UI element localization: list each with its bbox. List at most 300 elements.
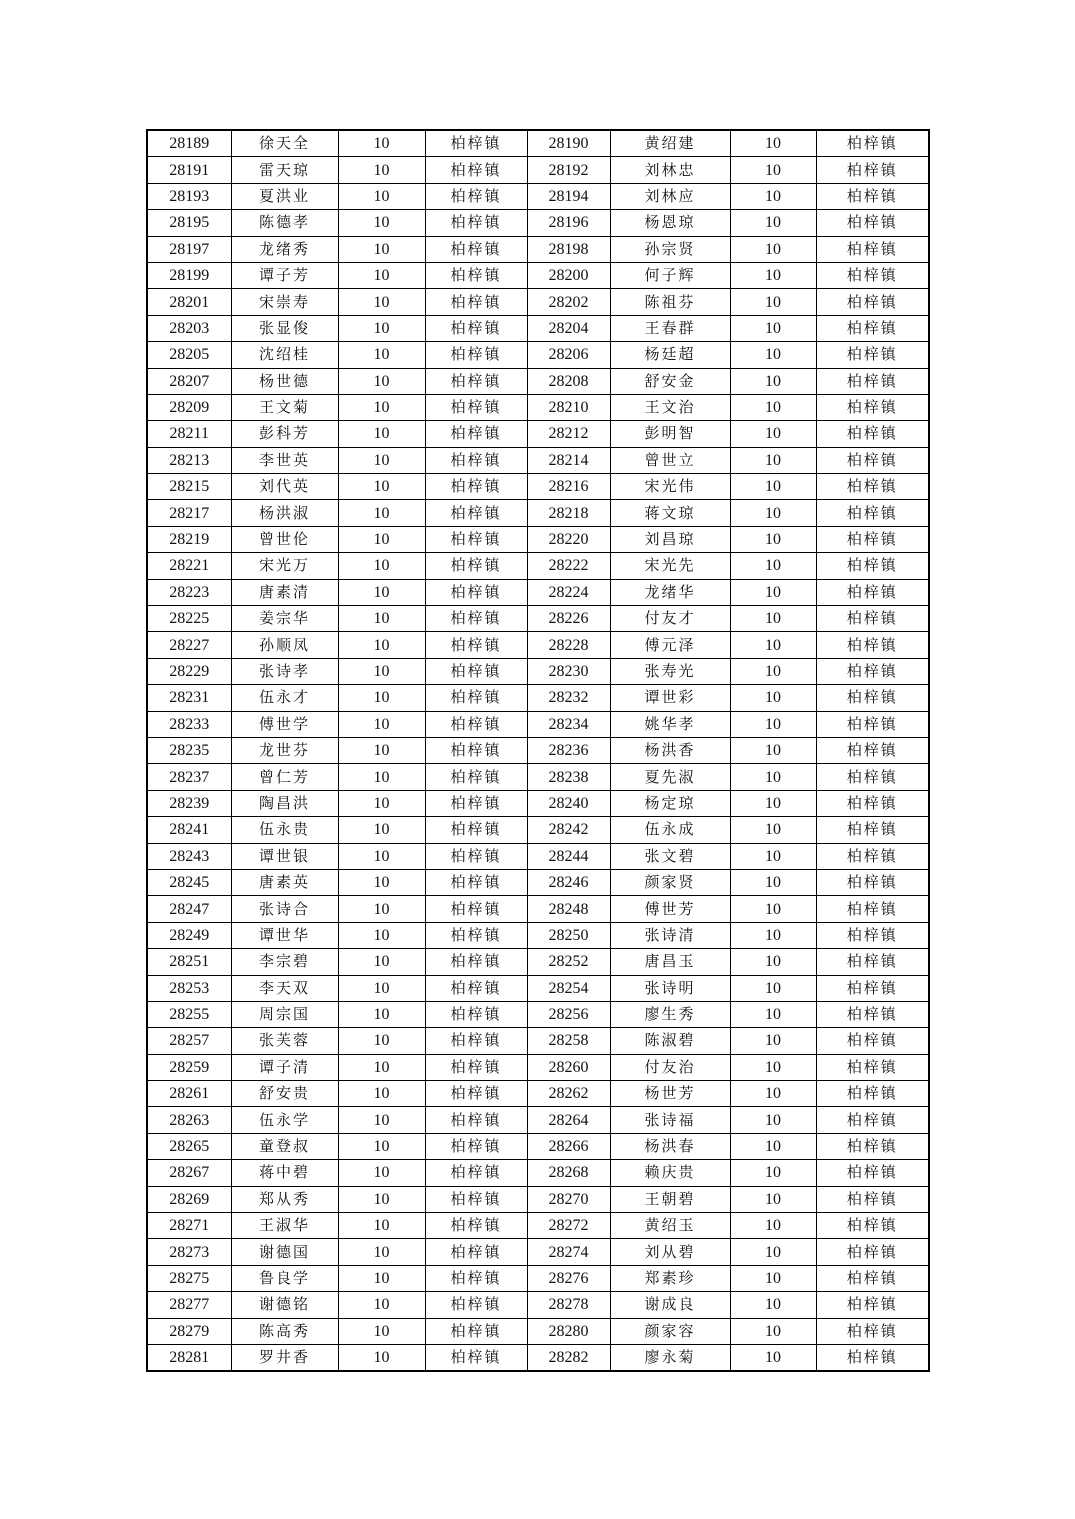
amount-cell: 10 xyxy=(338,1239,425,1265)
record-id-cell: 28261 xyxy=(147,1081,231,1107)
town-cell: 柏梓镇 xyxy=(816,1186,929,1212)
record-id-cell: 28238 xyxy=(527,764,610,790)
record-id-cell: 28266 xyxy=(527,1133,610,1159)
amount-cell: 10 xyxy=(338,949,425,975)
table-row xyxy=(147,183,929,209)
person-name-cell: 杨洪春 xyxy=(610,1133,730,1159)
town-cell: 柏梓镇 xyxy=(816,342,929,368)
amount-cell: 10 xyxy=(338,658,425,684)
record-id-cell: 28272 xyxy=(527,1213,610,1239)
person-name-cell: 宋光先 xyxy=(610,553,730,579)
amount-cell: 10 xyxy=(730,421,816,447)
record-id-cell: 28236 xyxy=(527,737,610,763)
record-id-cell: 28248 xyxy=(527,896,610,922)
record-id-cell: 28247 xyxy=(147,896,231,922)
amount-cell: 10 xyxy=(338,737,425,763)
record-id-cell: 28191 xyxy=(147,157,231,183)
person-name-cell: 陈祖芬 xyxy=(610,289,730,315)
person-name-cell: 赖庆贵 xyxy=(610,1160,730,1186)
record-id-cell: 28240 xyxy=(527,790,610,816)
person-name-cell: 彭科芳 xyxy=(231,421,338,447)
amount-cell: 10 xyxy=(730,1344,816,1371)
amount-cell: 10 xyxy=(730,737,816,763)
amount-cell: 10 xyxy=(730,342,816,368)
record-id-cell: 28194 xyxy=(527,183,610,209)
amount-cell: 10 xyxy=(338,130,425,157)
town-cell: 柏梓镇 xyxy=(816,658,929,684)
record-id-cell: 28207 xyxy=(147,368,231,394)
table-row xyxy=(147,922,929,948)
person-name-cell: 廖永菊 xyxy=(610,1344,730,1371)
record-id-cell: 28225 xyxy=(147,606,231,632)
town-cell: 柏梓镇 xyxy=(425,210,527,236)
town-cell: 柏梓镇 xyxy=(816,1265,929,1291)
amount-cell: 10 xyxy=(338,1318,425,1344)
record-id-cell: 28198 xyxy=(527,236,610,262)
town-cell: 柏梓镇 xyxy=(816,790,929,816)
table-row xyxy=(147,526,929,552)
person-name-cell: 刘林应 xyxy=(610,183,730,209)
record-id-cell: 28249 xyxy=(147,922,231,948)
record-id-cell: 28254 xyxy=(527,975,610,1001)
person-name-cell: 谭子清 xyxy=(231,1054,338,1080)
town-cell: 柏梓镇 xyxy=(816,817,929,843)
amount-cell: 10 xyxy=(338,210,425,236)
person-name-cell: 张寿光 xyxy=(610,658,730,684)
amount-cell: 10 xyxy=(730,817,816,843)
record-id-cell: 28244 xyxy=(527,843,610,869)
town-cell: 柏梓镇 xyxy=(425,975,527,1001)
town-cell: 柏梓镇 xyxy=(816,553,929,579)
town-cell: 柏梓镇 xyxy=(816,1318,929,1344)
town-cell: 柏梓镇 xyxy=(816,896,929,922)
person-name-cell: 颜家贤 xyxy=(610,869,730,895)
person-name-cell: 童登叔 xyxy=(231,1133,338,1159)
amount-cell: 10 xyxy=(338,342,425,368)
amount-cell: 10 xyxy=(338,1160,425,1186)
town-cell: 柏梓镇 xyxy=(816,157,929,183)
table-row xyxy=(147,579,929,605)
person-name-cell: 杨恩琼 xyxy=(610,210,730,236)
person-name-cell: 王春群 xyxy=(610,315,730,341)
amount-cell: 10 xyxy=(338,1186,425,1212)
person-name-cell: 龙世芬 xyxy=(231,737,338,763)
person-name-cell: 杨廷超 xyxy=(610,342,730,368)
amount-cell: 10 xyxy=(338,474,425,500)
town-cell: 柏梓镇 xyxy=(816,210,929,236)
amount-cell: 10 xyxy=(730,658,816,684)
person-name-cell: 伍永学 xyxy=(231,1107,338,1133)
record-id-cell: 28245 xyxy=(147,869,231,895)
amount-cell: 10 xyxy=(730,1318,816,1344)
record-id-cell: 28228 xyxy=(527,632,610,658)
table-row xyxy=(147,474,929,500)
record-id-cell: 28269 xyxy=(147,1186,231,1212)
person-name-cell: 谭世华 xyxy=(231,922,338,948)
amount-cell: 10 xyxy=(338,922,425,948)
table-row xyxy=(147,1292,929,1318)
town-cell: 柏梓镇 xyxy=(425,632,527,658)
table-row xyxy=(147,869,929,895)
table-row xyxy=(147,1081,929,1107)
person-name-cell: 姚华孝 xyxy=(610,711,730,737)
person-name-cell: 曾世立 xyxy=(610,447,730,473)
town-cell: 柏梓镇 xyxy=(425,869,527,895)
person-name-cell: 黄绍建 xyxy=(610,130,730,157)
amount-cell: 10 xyxy=(730,869,816,895)
person-name-cell: 唐素清 xyxy=(231,579,338,605)
record-id-cell: 28250 xyxy=(527,922,610,948)
town-cell: 柏梓镇 xyxy=(816,262,929,288)
town-cell: 柏梓镇 xyxy=(816,1160,929,1186)
town-cell: 柏梓镇 xyxy=(425,606,527,632)
record-id-cell: 28209 xyxy=(147,394,231,420)
amount-cell: 10 xyxy=(338,1265,425,1291)
amount-cell: 10 xyxy=(338,764,425,790)
person-name-cell: 曾世伦 xyxy=(231,526,338,552)
person-name-cell: 刘昌琼 xyxy=(610,526,730,552)
table-row xyxy=(147,685,929,711)
record-id-cell: 28252 xyxy=(527,949,610,975)
town-cell: 柏梓镇 xyxy=(816,764,929,790)
amount-cell: 10 xyxy=(730,975,816,1001)
town-cell: 柏梓镇 xyxy=(816,1107,929,1133)
person-name-cell: 张诗孝 xyxy=(231,658,338,684)
person-name-cell: 张诗清 xyxy=(610,922,730,948)
person-name-cell: 杨世德 xyxy=(231,368,338,394)
amount-cell: 10 xyxy=(730,1081,816,1107)
amount-cell: 10 xyxy=(338,790,425,816)
record-id-cell: 28277 xyxy=(147,1292,231,1318)
record-id-cell: 28259 xyxy=(147,1054,231,1080)
table-row xyxy=(147,1028,929,1054)
person-name-cell: 张诗合 xyxy=(231,896,338,922)
person-name-cell: 伍永贵 xyxy=(231,817,338,843)
record-id-cell: 28215 xyxy=(147,474,231,500)
town-cell: 柏梓镇 xyxy=(816,843,929,869)
table-row xyxy=(147,790,929,816)
record-id-cell: 28218 xyxy=(527,500,610,526)
town-cell: 柏梓镇 xyxy=(816,183,929,209)
town-cell: 柏梓镇 xyxy=(425,1318,527,1344)
person-name-cell: 舒安贵 xyxy=(231,1081,338,1107)
town-cell: 柏梓镇 xyxy=(425,183,527,209)
amount-cell: 10 xyxy=(338,817,425,843)
record-id-cell: 28193 xyxy=(147,183,231,209)
town-cell: 柏梓镇 xyxy=(816,315,929,341)
person-name-cell: 李世英 xyxy=(231,447,338,473)
amount-cell: 10 xyxy=(730,474,816,500)
record-id-cell: 28280 xyxy=(527,1318,610,1344)
person-name-cell: 伍永才 xyxy=(231,685,338,711)
record-id-cell: 28257 xyxy=(147,1028,231,1054)
table-row xyxy=(147,896,929,922)
town-cell: 柏梓镇 xyxy=(425,500,527,526)
amount-cell: 10 xyxy=(338,1054,425,1080)
record-id-cell: 28241 xyxy=(147,817,231,843)
amount-cell: 10 xyxy=(338,262,425,288)
record-id-cell: 28235 xyxy=(147,737,231,763)
record-id-cell: 28279 xyxy=(147,1318,231,1344)
person-name-cell: 刘从碧 xyxy=(610,1239,730,1265)
person-name-cell: 王朝碧 xyxy=(610,1186,730,1212)
record-id-cell: 28232 xyxy=(527,685,610,711)
person-name-cell: 张芙蓉 xyxy=(231,1028,338,1054)
amount-cell: 10 xyxy=(730,262,816,288)
record-id-cell: 28216 xyxy=(527,474,610,500)
amount-cell: 10 xyxy=(730,949,816,975)
record-id-cell: 28274 xyxy=(527,1239,610,1265)
town-cell: 柏梓镇 xyxy=(425,368,527,394)
person-name-cell: 王文治 xyxy=(610,394,730,420)
person-name-cell: 傅元泽 xyxy=(610,632,730,658)
table-row xyxy=(147,236,929,262)
record-id-cell: 28233 xyxy=(147,711,231,737)
town-cell: 柏梓镇 xyxy=(816,685,929,711)
person-name-cell: 伍永成 xyxy=(610,817,730,843)
town-cell: 柏梓镇 xyxy=(816,1239,929,1265)
record-id-cell: 28271 xyxy=(147,1213,231,1239)
town-cell: 柏梓镇 xyxy=(425,1186,527,1212)
amount-cell: 10 xyxy=(730,685,816,711)
record-id-cell: 28258 xyxy=(527,1028,610,1054)
amount-cell: 10 xyxy=(730,1133,816,1159)
town-cell: 柏梓镇 xyxy=(816,579,929,605)
record-id-cell: 28267 xyxy=(147,1160,231,1186)
table-row xyxy=(147,817,929,843)
table-row xyxy=(147,1054,929,1080)
town-cell: 柏梓镇 xyxy=(816,368,929,394)
town-cell: 柏梓镇 xyxy=(425,685,527,711)
table-row xyxy=(147,368,929,394)
amount-cell: 10 xyxy=(730,579,816,605)
table-row xyxy=(147,949,929,975)
amount-cell: 10 xyxy=(338,1213,425,1239)
amount-cell: 10 xyxy=(730,1028,816,1054)
person-name-cell: 唐素英 xyxy=(231,869,338,895)
record-id-cell: 28255 xyxy=(147,1001,231,1027)
table-row xyxy=(147,447,929,473)
record-id-cell: 28200 xyxy=(527,262,610,288)
record-id-cell: 28226 xyxy=(527,606,610,632)
town-cell: 柏梓镇 xyxy=(425,1001,527,1027)
record-id-cell: 28201 xyxy=(147,289,231,315)
amount-cell: 10 xyxy=(730,1107,816,1133)
table-row xyxy=(147,210,929,236)
record-id-cell: 28281 xyxy=(147,1344,231,1371)
amount-cell: 10 xyxy=(338,394,425,420)
person-name-cell: 夏洪业 xyxy=(231,183,338,209)
amount-cell: 10 xyxy=(338,896,425,922)
town-cell: 柏梓镇 xyxy=(425,421,527,447)
table-row xyxy=(147,632,929,658)
table-row xyxy=(147,1133,929,1159)
table-row xyxy=(147,606,929,632)
town-cell: 柏梓镇 xyxy=(425,764,527,790)
amount-cell: 10 xyxy=(730,183,816,209)
person-name-cell: 鲁良学 xyxy=(231,1265,338,1291)
person-name-cell: 谢成良 xyxy=(610,1292,730,1318)
person-name-cell: 孙宗贤 xyxy=(610,236,730,262)
record-id-cell: 28206 xyxy=(527,342,610,368)
town-cell: 柏梓镇 xyxy=(425,1213,527,1239)
town-cell: 柏梓镇 xyxy=(425,526,527,552)
amount-cell: 10 xyxy=(338,157,425,183)
town-cell: 柏梓镇 xyxy=(425,262,527,288)
record-id-cell: 28224 xyxy=(527,579,610,605)
person-name-cell: 张诗明 xyxy=(610,975,730,1001)
amount-cell: 10 xyxy=(338,526,425,552)
amount-cell: 10 xyxy=(338,1133,425,1159)
person-name-cell: 廖生秀 xyxy=(610,1001,730,1027)
amount-cell: 10 xyxy=(730,130,816,157)
person-name-cell: 杨洪淑 xyxy=(231,500,338,526)
record-id-cell: 28263 xyxy=(147,1107,231,1133)
person-name-cell: 龙绪华 xyxy=(610,579,730,605)
roster-body xyxy=(147,130,929,1371)
person-name-cell: 姜宗华 xyxy=(231,606,338,632)
amount-cell: 10 xyxy=(338,315,425,341)
amount-cell: 10 xyxy=(730,896,816,922)
town-cell: 柏梓镇 xyxy=(816,474,929,500)
person-name-cell: 陈德孝 xyxy=(231,210,338,236)
amount-cell: 10 xyxy=(730,790,816,816)
amount-cell: 10 xyxy=(338,711,425,737)
town-cell: 柏梓镇 xyxy=(816,447,929,473)
person-name-cell: 谢德国 xyxy=(231,1239,338,1265)
person-name-cell: 刘林忠 xyxy=(610,157,730,183)
amount-cell: 10 xyxy=(338,1028,425,1054)
town-cell: 柏梓镇 xyxy=(816,606,929,632)
town-cell: 柏梓镇 xyxy=(816,1213,929,1239)
person-name-cell: 颜家容 xyxy=(610,1318,730,1344)
record-id-cell: 28208 xyxy=(527,368,610,394)
town-cell: 柏梓镇 xyxy=(425,236,527,262)
person-name-cell: 宋光万 xyxy=(231,553,338,579)
town-cell: 柏梓镇 xyxy=(816,922,929,948)
person-name-cell: 陈高秀 xyxy=(231,1318,338,1344)
person-name-cell: 张文碧 xyxy=(610,843,730,869)
town-cell: 柏梓镇 xyxy=(425,157,527,183)
amount-cell: 10 xyxy=(338,500,425,526)
record-id-cell: 28253 xyxy=(147,975,231,1001)
record-id-cell: 28276 xyxy=(527,1265,610,1291)
town-cell: 柏梓镇 xyxy=(425,1054,527,1080)
town-cell: 柏梓镇 xyxy=(425,342,527,368)
table-row xyxy=(147,553,929,579)
person-name-cell: 唐昌玉 xyxy=(610,949,730,975)
record-id-cell: 28265 xyxy=(147,1133,231,1159)
town-cell: 柏梓镇 xyxy=(425,711,527,737)
amount-cell: 10 xyxy=(338,553,425,579)
table-row xyxy=(147,1265,929,1291)
person-name-cell: 宋崇寿 xyxy=(231,289,338,315)
table-row xyxy=(147,843,929,869)
town-cell: 柏梓镇 xyxy=(816,500,929,526)
town-cell: 柏梓镇 xyxy=(425,1107,527,1133)
town-cell: 柏梓镇 xyxy=(425,315,527,341)
amount-cell: 10 xyxy=(730,764,816,790)
town-cell: 柏梓镇 xyxy=(816,1001,929,1027)
town-cell: 柏梓镇 xyxy=(425,474,527,500)
person-name-cell: 张诗福 xyxy=(610,1107,730,1133)
record-id-cell: 28199 xyxy=(147,262,231,288)
amount-cell: 10 xyxy=(338,236,425,262)
record-id-cell: 28223 xyxy=(147,579,231,605)
amount-cell: 10 xyxy=(730,1160,816,1186)
record-id-cell: 28189 xyxy=(147,130,231,157)
record-id-cell: 28227 xyxy=(147,632,231,658)
table-row xyxy=(147,1186,929,1212)
town-cell: 柏梓镇 xyxy=(816,632,929,658)
record-id-cell: 28273 xyxy=(147,1239,231,1265)
record-id-cell: 28231 xyxy=(147,685,231,711)
record-id-cell: 28196 xyxy=(527,210,610,236)
town-cell: 柏梓镇 xyxy=(816,394,929,420)
record-id-cell: 28190 xyxy=(527,130,610,157)
table-row xyxy=(147,975,929,1001)
amount-cell: 10 xyxy=(338,1292,425,1318)
person-name-cell: 杨世芳 xyxy=(610,1081,730,1107)
record-id-cell: 28251 xyxy=(147,949,231,975)
amount-cell: 10 xyxy=(338,685,425,711)
town-cell: 柏梓镇 xyxy=(816,1054,929,1080)
record-id-cell: 28242 xyxy=(527,817,610,843)
town-cell: 柏梓镇 xyxy=(425,1239,527,1265)
person-name-cell: 罗井香 xyxy=(231,1344,338,1371)
table-row xyxy=(147,394,929,420)
town-cell: 柏梓镇 xyxy=(425,922,527,948)
town-cell: 柏梓镇 xyxy=(425,843,527,869)
town-cell: 柏梓镇 xyxy=(816,869,929,895)
person-name-cell: 黄绍玉 xyxy=(610,1213,730,1239)
amount-cell: 10 xyxy=(730,1054,816,1080)
amount-cell: 10 xyxy=(730,1213,816,1239)
table-row xyxy=(147,1160,929,1186)
record-id-cell: 28213 xyxy=(147,447,231,473)
record-id-cell: 28239 xyxy=(147,790,231,816)
person-name-cell: 舒安金 xyxy=(610,368,730,394)
table-row xyxy=(147,1213,929,1239)
amount-cell: 10 xyxy=(730,394,816,420)
person-name-cell: 杨定琼 xyxy=(610,790,730,816)
person-name-cell: 李宗碧 xyxy=(231,949,338,975)
person-name-cell: 谭世彩 xyxy=(610,685,730,711)
amount-cell: 10 xyxy=(338,1081,425,1107)
person-name-cell: 陶昌洪 xyxy=(231,790,338,816)
record-id-cell: 28234 xyxy=(527,711,610,737)
table-row xyxy=(147,130,929,157)
record-id-cell: 28282 xyxy=(527,1344,610,1371)
amount-cell: 10 xyxy=(730,368,816,394)
amount-cell: 10 xyxy=(730,1001,816,1027)
table-row xyxy=(147,342,929,368)
amount-cell: 10 xyxy=(338,447,425,473)
person-name-cell: 王文菊 xyxy=(231,394,338,420)
amount-cell: 10 xyxy=(338,1344,425,1371)
table-row xyxy=(147,500,929,526)
record-id-cell: 28262 xyxy=(527,1081,610,1107)
town-cell: 柏梓镇 xyxy=(425,1292,527,1318)
amount-cell: 10 xyxy=(338,183,425,209)
record-id-cell: 28192 xyxy=(527,157,610,183)
record-id-cell: 28210 xyxy=(527,394,610,420)
town-cell: 柏梓镇 xyxy=(816,1292,929,1318)
person-name-cell: 张显俊 xyxy=(231,315,338,341)
amount-cell: 10 xyxy=(338,632,425,658)
town-cell: 柏梓镇 xyxy=(425,1265,527,1291)
table-row xyxy=(147,315,929,341)
